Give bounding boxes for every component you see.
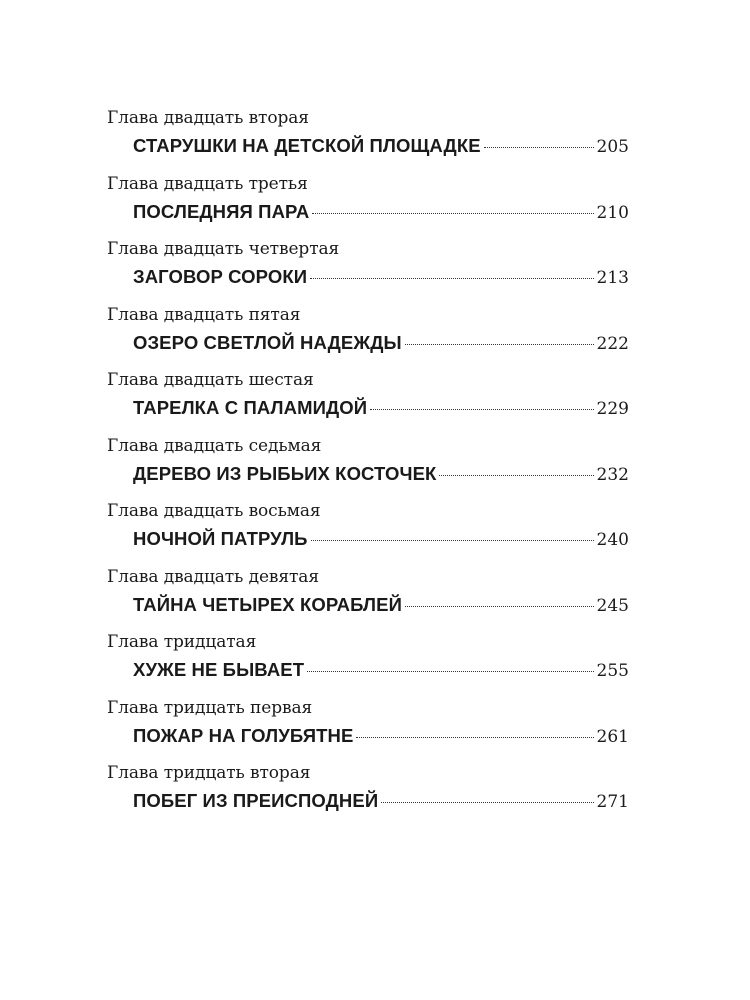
dot-leader	[356, 737, 593, 738]
toc-entry	[107, 566, 629, 632]
chapter-title: ДЕРЕВО ИЗ РЫБЬИХ КОСТОЧЕК	[133, 462, 437, 484]
chapter-title-line	[133, 395, 629, 421]
toc-entry	[107, 500, 629, 566]
chapter-title-line	[133, 657, 629, 683]
dot-leader	[311, 540, 594, 541]
dot-leader	[310, 278, 593, 279]
chapter-title: ЗАГОВОР СОРОКИ	[133, 266, 308, 287]
toc-entry	[107, 762, 629, 828]
toc-entry	[107, 304, 629, 370]
chapter-title: ПОЖАР НА ГОЛУБЯТНЕ	[133, 724, 354, 746]
chapter-label: Глава двадцать восьмая	[107, 501, 321, 521]
toc-entry	[107, 107, 629, 173]
chapter-title-line	[133, 199, 629, 225]
page-number: 261	[596, 726, 629, 747]
page-number: 245	[596, 595, 629, 616]
chapter-title: ТАРЕЛКА С ПАЛАМИДОЙ	[133, 397, 368, 418]
chapter-title: ПОБЕГ ИЗ ПРЕИСПОДНЕЙ	[133, 790, 379, 811]
chapter-label: Глава двадцать шестая	[107, 370, 314, 390]
chapter-title: ПОСЛЕДНЯЯ ПАРА	[133, 200, 310, 222]
chapter-label: Глава двадцать третья	[107, 173, 308, 194]
toc-entry	[107, 369, 629, 435]
page-number: 271	[596, 792, 629, 812]
toc-entry	[107, 238, 629, 304]
chapter-title-line	[133, 526, 629, 552]
toc-entry	[107, 173, 629, 239]
dot-leader	[405, 344, 594, 345]
page-number: 213	[596, 268, 629, 288]
chapter-label: Глава двадцать вторая	[107, 108, 309, 128]
page-number: 222	[596, 333, 629, 354]
chapter-title: ХУЖЕ НЕ БЫВАЕТ	[133, 659, 305, 680]
chapter-title-line	[133, 723, 629, 749]
chapter-label: Глава тридцать первая	[107, 697, 313, 718]
chapter-title-line	[133, 264, 629, 290]
chapter-title: ОЗЕРО СВЕТЛОЙ НАДЕЖДЫ	[133, 331, 402, 353]
chapter-title-line	[133, 592, 629, 618]
chapter-label: Глава тридцать вторая	[107, 763, 311, 783]
chapter-label: Глава тридцатая	[107, 632, 257, 652]
dot-leader	[405, 606, 594, 607]
chapter-label: Глава двадцать пятая	[107, 304, 301, 325]
dot-leader	[307, 671, 593, 672]
chapter-title: СТАРУШКИ НА ДЕТСКОЙ ПЛОЩАДКЕ	[133, 135, 481, 156]
toc-entry	[107, 435, 629, 501]
chapter-title: ТАЙНА ЧЕТЫРЕХ КОРАБЛЕЙ	[133, 593, 402, 615]
page-number: 229	[596, 399, 629, 419]
dot-leader	[439, 475, 593, 476]
dot-leader	[381, 802, 593, 803]
page-number: 205	[596, 137, 629, 157]
chapter-label: Глава двадцать четвертая	[107, 239, 340, 259]
page-number: 255	[596, 661, 629, 681]
chapter-title-line	[133, 133, 629, 159]
dot-leader	[484, 147, 594, 148]
chapter-title-line	[133, 788, 629, 814]
chapter-title-line	[133, 461, 629, 487]
chapter-label: Глава двадцать девятая	[107, 566, 319, 587]
chapter-title-line	[133, 330, 629, 356]
table-of-contents	[107, 107, 629, 828]
page-number: 210	[596, 202, 629, 223]
dot-leader	[370, 409, 593, 410]
chapter-label: Глава двадцать седьмая	[107, 435, 322, 456]
dot-leader	[312, 213, 593, 214]
toc-entry	[107, 631, 629, 697]
toc-entry	[107, 697, 629, 763]
page-number: 232	[596, 464, 629, 485]
chapter-title: НОЧНОЙ ПАТРУЛЬ	[133, 528, 308, 549]
page-number: 240	[596, 530, 629, 550]
